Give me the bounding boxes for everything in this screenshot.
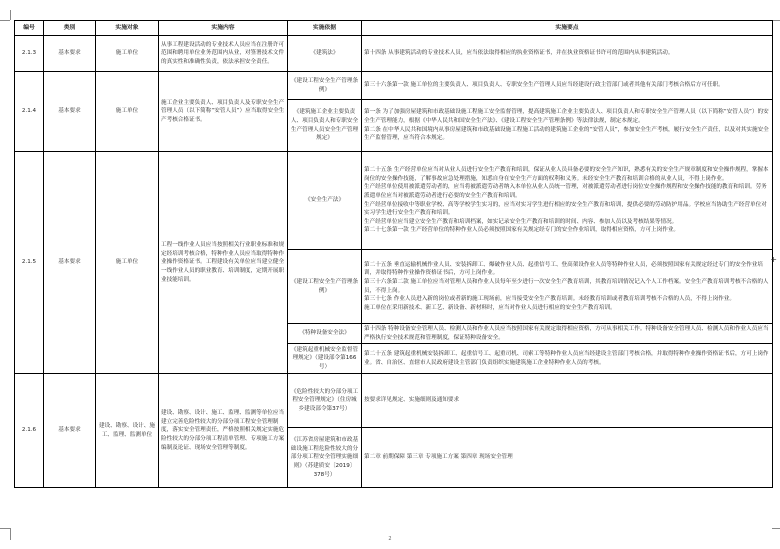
row-id: 2.1.3 [15, 36, 44, 72]
row-category: 基本要求 [44, 152, 96, 374]
point-paragraph: 按要求详见规定、实施细则及通知要求 [364, 397, 460, 404]
row-target: 施工单位 [96, 152, 159, 374]
point-paragraph: 第十四条 从事建筑活动的专业技术人员，应当依法取得相应的执业资格证书，并在执业资格证书许可的范围内从事建筑活动。 [364, 50, 674, 57]
header-id: 编号 [15, 21, 44, 36]
row-points [362, 72, 773, 100]
header-points: 实施要点 [362, 21, 773, 36]
row-basis: 《安全生产法》 [288, 152, 362, 250]
row-basis: 《建筑法》 [288, 36, 362, 72]
row-basis: 《江苏省房屋建筑和市政基础设施工程危险性较大的分部分项工程安全管理实施细则》（苏建质安〔2019〕378号） [288, 428, 362, 488]
row-points [362, 324, 773, 344]
point-paragraph: 第二条 在中华人民共和国境内从事房屋建筑和市政基础设施工程施工活动的建筑施工企业的“安管人员”，参加安全生产考核，履行安全生产责任，以及对其实施安全生产监督管理，应当符合本规定。 [364, 126, 769, 142]
row-points [362, 36, 773, 72]
crop-mark [772, 20, 780, 21]
point-paragraph: 第二十五条 垂直运输机械作业人员、安装拆卸工、爆破作业人员、起重信号工、登高架设作业人员等特种作业人员，必须按照国家有关规定经过专门的安全作业培训，并取得特种作业操作资格证书后，方可上岗作业。 [364, 261, 763, 277]
row-basis: 《建筑施工企业主要负责人、项目负责人和专职安全生产管理人员安全生产管理规定》 [288, 100, 362, 152]
table-row [15, 72, 773, 100]
point-paragraph: 第三十六条第一款 施工单位的主要负责人、项目负责人、专职安全生产管理人员应当经建设行政主管部门或者其他有关部门考核合格后方可任职。 [364, 82, 724, 89]
page-side-mark: + [770, 255, 777, 264]
row-id: 2.1.5 [15, 152, 44, 374]
row-points [362, 374, 773, 428]
point-paragraph: 第二十五条 生产经营单位应当对从业人员进行安全生产教育和培训，保证从业人员具备必要的安全生产知识，熟悉有关的安全生产规章制度和安全操作规程，掌握本岗位的安全操作技能，了解事故应急处理措施，知悉自身在安全生产方面的权利和义务。未经安全生产教育和培训合格的从业人员，不得上岗作业。 [364, 166, 769, 182]
row-id: 2.1.4 [15, 72, 44, 152]
point-paragraph: 第一条 为了加强房屋建筑和市政基础设施工程施工安全监督管理，提高建筑施工企业主要负责人、项目负责人和专职安全生产管理人员（以下简称“安管人员”）的安全生产管理能力，根据《中华人民共和国安全生产法》、《建设工程安全生产管理条例》等法律法规，制定本规定。 [364, 109, 769, 124]
point-paragraph: 生产经营单位使用被派遣劳动者的，应当将被派遣劳动者纳入本单位从业人员统一管理，对被派遣劳动者进行岗位安全操作规程和安全操作技能的教育和培训。劳务派遣单位应当对被派遣劳动者进行必要的安全生产教育和培训。 [364, 184, 767, 199]
regulation-table [14, 20, 773, 488]
point-paragraph: 生产经营单位接收中等职业学校、高等学校学生实习的，应当对实习学生进行相应的安全生产教育和培训，提供必要的劳动防护用品。学校应当协助生产经营单位对实习学生进行安全生产教育和培训。 [364, 201, 767, 217]
point-paragraph: 第十四条 特种设备安全管理人员、检测人员和作业人员应当按照国家有关规定取得相应资格，方可从事相关工作。特种设备安全管理人员、检测人员和作业人员应当严格执行安全技术规范和管理制度，保证特种设备安全。 [364, 326, 769, 341]
row-target: 施工单位 [96, 36, 159, 72]
point-paragraph: 施工单位在采用新技术、新工艺、新设备、新材料时，应当对作业人员进行相应的安全生产教育培训。 [364, 304, 616, 311]
row-basis: 《建筑起重机械安全监督管理规定》（建设部令第166号） [288, 344, 362, 374]
point-paragraph: 第二章 前期保障 第三章 专项施工方案 第四章 现场安全管理 [364, 454, 513, 461]
row-basis: 《建设工程安全生产管理条例》 [288, 250, 362, 324]
row-points [362, 344, 773, 374]
row-points [362, 250, 773, 324]
crop-mark [10, 10, 11, 20]
row-basis: 《特种设备安全法》 [288, 324, 362, 344]
row-content: 建设、勘察、设计、施工、监理、监测等单位应当建立完善危险性较大的分部分项工程安全管理制度，落实安全管理责任，严格按照相关规定实施危险性较大的分部分项工程清单管理、专项施工方案编制及论证、现场安全管理等制度。 [159, 374, 288, 488]
row-content: 施工企业主要负责人、项目负责人及专职安全生产管理人员（以下简称“安管人员”）应当取得安全生产考核合格证书。 [159, 72, 288, 152]
row-basis: 《建设工程安全生产管理条例》 [288, 72, 362, 100]
header-category: 类别 [44, 21, 96, 36]
table-header-row [15, 21, 773, 36]
point-paragraph: 第三十六条第二款 施工单位应当对管理人员和作业人员每年至少进行一次安全生产教育培训，其教育培训情况记入个人工作档案。安全生产教育培训考核不合格的人员，不得上岗。 [364, 278, 769, 294]
row-points [362, 100, 773, 152]
table-row [15, 36, 773, 72]
row-category: 基本要求 [44, 374, 96, 488]
row-content: 工程一线作业人员应当按照相关行业职业标准和规定经培训考核合格，特种作业人员应当取得特种作业操作资格证书。工程建设有关单位应当建立健全一线作业人员的职业教育、培训制度，定期开展职业技能培训。 [159, 152, 288, 374]
row-category: 基本要求 [44, 72, 96, 152]
point-paragraph: 生产经营单位应当建立安全生产教育和培训档案，如实记录安全生产教育和培训的时间、内容、参加人员以及考核结果等情况。 [364, 218, 678, 225]
table-row [15, 374, 773, 428]
row-category: 基本要求 [44, 36, 96, 72]
header-content: 实施内容 [159, 21, 288, 36]
table-row [15, 152, 773, 250]
page-number: 2 [388, 536, 392, 542]
point-paragraph: 第三十七条 作业人员进入新的岗位或者新的施工现场前，应当接受安全生产教育培训。未经教育培训或者教育培训考核不合格的人员，不得上岗作业。 [364, 296, 735, 303]
table-body [15, 36, 773, 488]
point-paragraph: 第二十五条 建筑起重机械安装拆卸工、起重信号工、起重司机、司索工等特种作业人员应当经建设主管部门考核合格，并取得特种作业操作资格证书后，方可上岗作业。省、自治区、直辖市人民政府建设主管部门负责组织实施建筑施工企业特种作业人员的考核。 [364, 351, 769, 366]
row-content: 从事工程建设活动的专业技术人员应当在注册许可范围和聘用单位业务范围内从业，对签署技术文件的真实性和准确性负责，依法承担安全责任。 [159, 36, 288, 72]
row-points [362, 428, 773, 488]
row-basis: 《危险性较大的分部分项工程安全管理规定》（住房城乡建设部令第37号） [288, 374, 362, 428]
header-basis: 实施依据 [288, 21, 362, 36]
crop-mark [0, 20, 10, 21]
row-points [362, 152, 773, 250]
row-target: 建设、勘察、设计、施工、监理、监测单位 [96, 374, 159, 488]
crop-mark [772, 528, 780, 529]
header-target: 实施对象 [96, 21, 159, 36]
row-target: 施工单位 [96, 72, 159, 152]
row-id: 2.1.6 [15, 374, 44, 488]
crop-mark [0, 528, 10, 529]
point-paragraph: 第二十七条第一款 生产经营单位的特种作业人员必须按照国家有关规定经专门的安全作业培训，取得相应资格，方可上岗作业。 [364, 227, 680, 234]
